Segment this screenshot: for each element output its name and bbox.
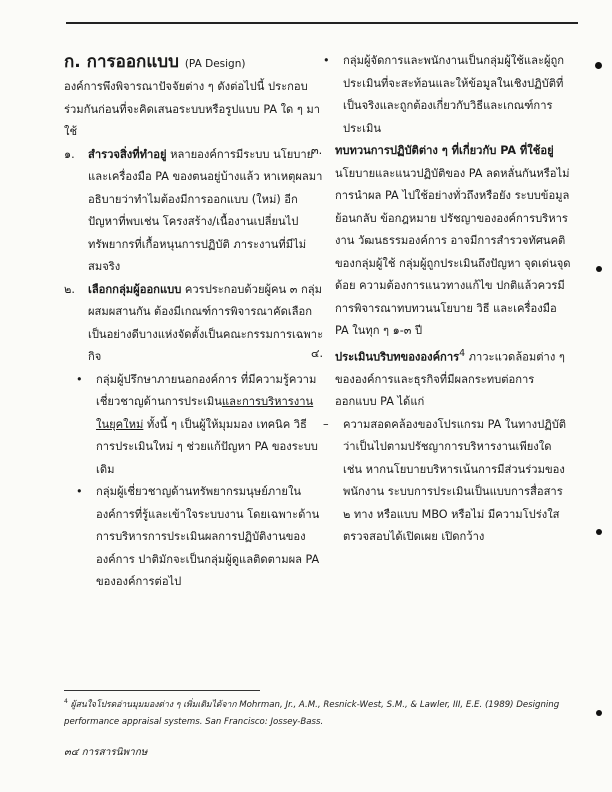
page-footer: ๓๔ การสารนิพากษ (64, 747, 148, 758)
scan-mark (596, 710, 602, 716)
section-heading (64, 50, 324, 76)
item-text: ภาวะแวดล้อมต่าง ๆ ขององค์การและธุรกิจที่มีผลกระทบต่อการออกแบบ PA ได้แก่ (335, 350, 565, 409)
right-column (311, 50, 573, 549)
bullet-icon: • (323, 54, 330, 67)
bullet-text: กลุ่มผู้ปรึกษาภายนอกองค์การ ที่มีความรู้ความเชี่ยวชาญด้านการประเมิน (96, 372, 317, 408)
list-item (64, 144, 324, 279)
section-title-suffix: (PA Design) (184, 58, 246, 70)
scan-mark (595, 62, 602, 69)
bullet-text: กลุ่มผู้จัดการและพนักงานเป็นกลุ่มผู้ใช้และผู้ถูกประเมินที่จะสะท้อนและให้ข้อมูลในเชิงปฏิบัติที่เป็นจริงและถูกต้องเกี่ยวกับวิธีและเกณฑ์การประเมิน (343, 54, 565, 135)
left-column (64, 50, 324, 594)
dash-icon: – (323, 417, 329, 431)
bullet-icon: • (76, 372, 83, 386)
list-item (64, 279, 324, 369)
footnote-ref: 4 (459, 347, 466, 359)
bullet-text: กลุ่มผู้เชี่ยวชาญด้านทรัพยากรมนุษย์ภายในองค์การที่รู้และเข้าใจระบบงาน โดยเฉพาะด้านการบริหารการประเมินผลการปฏิบัติงานขององค์การ ปาติมักจะเป็นกลุ่มผู้ดูแลติดตามผล PA ขององค์การต่อไป (96, 485, 320, 588)
item-heading: ประเมินบริบทขององค์การ (335, 350, 460, 364)
scan-mark (596, 529, 602, 535)
bullet-icon: • (76, 485, 83, 498)
bullet-item (64, 369, 324, 482)
list-item (311, 343, 573, 414)
bullet-text-underlined: และการบริหารงานในยุคใหม่ (96, 395, 314, 431)
bullet-item (311, 50, 573, 140)
section-intro: องค์การพึงพิจารณาปัจจัยต่าง ๆ ดังต่อไปนี้ ประกอบร่วมกันก่อนที่จะคิดเสนอระบบหรือรูปแบบ PA ใด ๆ มาใช้ (64, 80, 321, 138)
item-number: ๓. (311, 144, 323, 157)
item-number: ๑. (64, 147, 75, 161)
item-number: ๔. (311, 346, 324, 360)
list-item (311, 140, 573, 343)
footnote-text: ผู้สนใจโปรดอ่านมุมมองต่าง ๆ เพิ่มเติมได้จาก Mohrman, Jr., A.M., Resnick-West, S.M., & Lawler, III, E.E. (1989) Designing performance appraisal systems. San Francisco: Jossey-Bass. (64, 699, 560, 727)
footnote (64, 693, 564, 731)
dash-text: ความสอดคล้องของโปรแกรม PA ในทางปฏิบัติว่าเป็นไปตามปรัชญาการบริหารงานเพียงใด เช่น หากนโยบายบริหารเน้นการมีส่วนร่วมของพนักงาน ระบบการประเมินเป็นแบบการสื่อสาร ๒ ทาง หรือแบบ MBO หรือไม่ มีความโปร่งใส ตรวจสอบได้เปิดเผย เปิดกว้าง (343, 417, 567, 544)
item-heading: เลือกกลุ่มผู้ออกแบบ (88, 282, 182, 296)
footnote-number: 4 (64, 698, 68, 705)
item-heading: สำรวจสิ่งที่ทำอยู่ (88, 147, 167, 161)
top-rule (66, 22, 578, 24)
bullet-item (64, 481, 324, 594)
dash-item (311, 414, 573, 549)
item-text: หลายองค์การมีระบบ นโยบาย และเครื่องมือ PA ของตนอยู่บ้างแล้ว หาเหตุผลมาอธิบายว่าทำไมต้องมีการออกแบบ (ใหม่) อีก ปัญหาที่พบเช่น โครงสร้าง/เนื้องานเปลี่ยนไป ทรัพยากรที่เกื้อหนุนการปฏิบัติ ภาระงานที่มีไม่สมจริง (88, 147, 323, 273)
item-heading: ทบทวนการปฏิบัติต่าง ๆ ที่เกี่ยวกับ PA ที่ใช้อยู่ (335, 144, 554, 157)
section-title: ก. การออกแบบ (64, 52, 179, 72)
item-text: นโยบายและแนวปฏิบัติของ PA ลดหลั่นกันหรือไม่ การนำผล PA ไปใช้อย่างทั่วถึงหรือยัง ระบบข้อมูลย้อนกลับ ข้อกฎหมาย ปรัชญาขององค์การบริหารงาน วัฒนธรรมองค์การ อาจมีการสำรวจทัศนคติของกลุ่มผู้ใช้ กลุ่มผู้ถูกประเมินถึงปัญหา จุดเด่นจุดด้อย ความต้องการแนวทางแก้ไข ปกติแล้วควรมีการพิจารณาทบทวนนโยบาย วิธี และเครื่องมือ PA ในทุก ๆ ๑-๓ ปี (335, 166, 571, 337)
footnote-rule (64, 690, 260, 691)
item-number: ๒. (64, 282, 75, 296)
bullet-text: ทั้งนี้ ๆ เป็นผู้ให้มุมมอง เทคนิค วิธีการประเมินใหม่ ๆ ช่วยแก้ปัญหา PA ของระบบเดิม (96, 417, 318, 476)
item-text: ควรประกอบด้วยผู้คน ๓ กลุ่มผสมผสานกัน ต้องมีเกณฑ์การพิจารณาคัดเลือกเป็นอย่างดีบางแห่งจัดตั้งเป็นคณะกรรมการเฉพาะกิจ (88, 282, 324, 363)
scan-mark (596, 266, 602, 272)
